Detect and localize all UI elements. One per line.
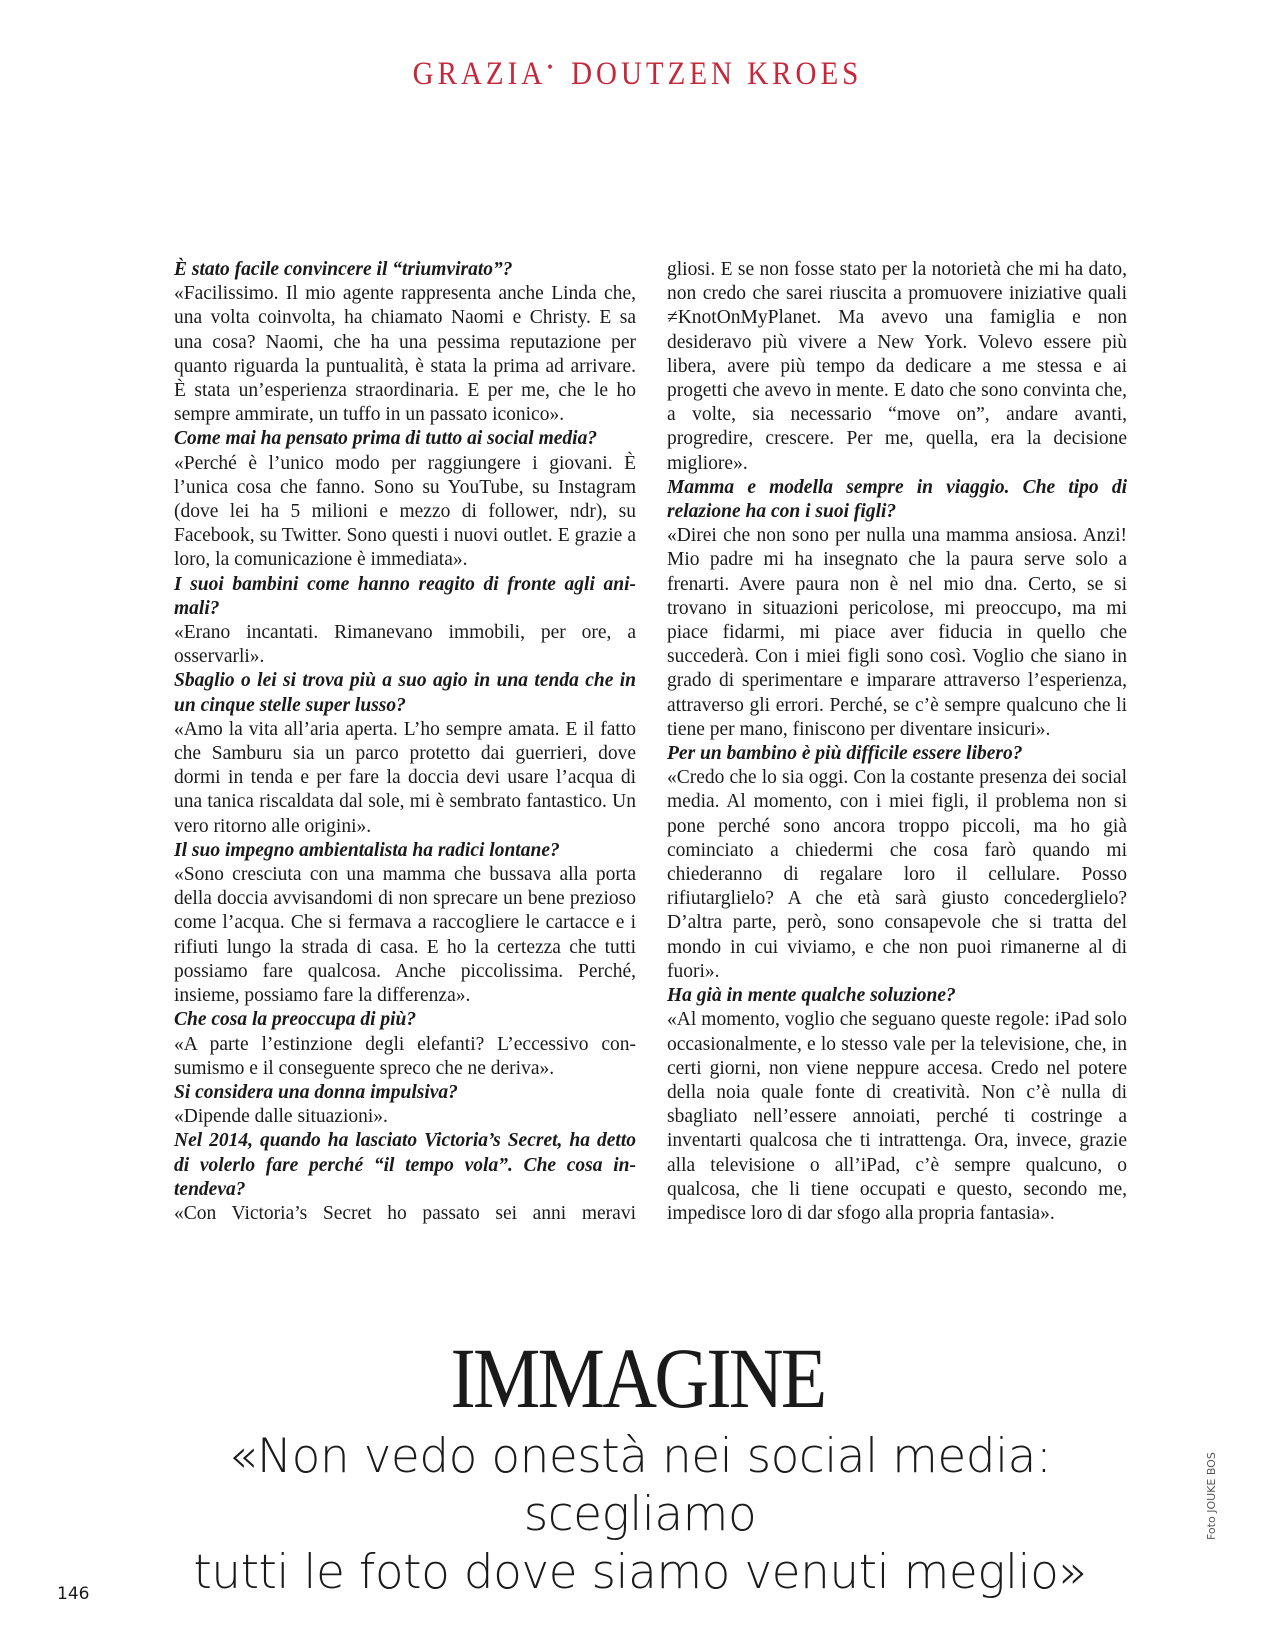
answer: «Al momento, voglio che seguano queste regole: iPad solo occasionalmente, e lo stesso vale per la televisione, che, in certi giorni, non viene neppure accesa. Credo nel potere della noia quale fonte di creatività. Non c’è nulla di sbagliato nell’essere annoiati, perché ti costringe a inventarti qualcosa che ti intrattenga. Ora, invece, grazie alla televisione o all’iPad, c’è sempre qualcuno, o qualcosa, che li tiene occupati e questo, secondo me, impedisce loro di dar sfogo alla propria fantasia».: [667, 1009, 1127, 1224]
question: Nel 2014, quando ha lasciato Victoria’s Secret, ha detto di volerlo fare perché “il tempo vola”. Che cosa intendeva?: [174, 1130, 636, 1200]
answer: «Direi che non sono per nulla una mamma ansiosa. Anzi! Mio padre mi ha insegnato che la paura serve solo a frenarti. Avere paura non è nel mio dna. Certo, se si trovano in situazioni pericolose, mi preoccupo, ma mi piace fidarmi, mi piace aver fiducia in quello che succederà. Con i miei figli sono così. Voglio che siano in grado di sperimentare e imparare attraverso l’esperienza, attraverso gli errori. Perché, se c’è sempre qualcuno che li tiene per mano, finiscono per diventare insicuri».: [667, 525, 1127, 740]
answer: «Dipende dalle situazioni».: [174, 1106, 388, 1128]
pullquote-line-2: tutti le foto dove siamo venuti meglio»: [193, 1545, 1087, 1600]
answer: gliosi. E se non fosse stato per la notorietà che mi ha dato, non credo che sarei riuscita a promuovere iniziative quali ≠KnotOnMyPlanet. Ma avevo una famiglia e non desideravo più vivere a New York. Volevo essere più libera, avere più tempo da dedicare a me stessa e ai progetti che avevo in mente. E dato che sono convinta che, a volte, sia necessario “move on”, andare avanti, progredire, crescere. Per me, quella, era la decisione migliore».: [667, 259, 1127, 474]
answer: «A parte l’estinzione degli elefanti? L’eccessivo consumismo e il conseguente spreco che ne deriva».: [174, 1033, 636, 1079]
pullquote: [120, 1428, 1160, 1602]
photo-credit: Foto JOUKE BOS: [1205, 1452, 1218, 1540]
answer: «Sono cresciuta con una mamma che bussava alla porta della doccia avvisandomi di non sprecare un bene prezioso come l’acqua. Che si fermava a raccogliere le cartacce e i rifiuti lungo la strada di casa. E ho la certezza che tutti possiamo fare qualcosa. Anche piccolissima. Perché, insieme, possiamo fare la differenza».: [174, 864, 636, 1007]
answer: «Con Victoria’s Secret ho passato sei anni meravi: [174, 1202, 636, 1224]
question: Che cosa la preoccupa di più?: [174, 1009, 417, 1031]
right-column: [667, 258, 1127, 1226]
pullquote-line-1: «Non vedo onestà nei social media: scegliamo: [228, 1429, 1052, 1542]
question: Mamma e modella sempre in viaggio. Che tipo di relazione ha con i suoi figli?: [667, 476, 1127, 523]
question: Il suo impegno ambientalista ha radici lontane?: [174, 839, 560, 861]
question: Si considera una donna impulsiva?: [174, 1081, 458, 1103]
question: Come mai ha pensato prima di tutto ai social media?: [174, 428, 598, 450]
question: È stato facile convincere il “triumvirato”?: [174, 259, 513, 280]
magazine-name: GRAZIA: [412, 56, 547, 92]
question: Ha già in mente qualche soluzione?: [667, 985, 956, 1007]
left-column: [174, 258, 636, 1226]
answer: «Facilissimo. Il mio agente rappresenta anche Linda che, una volta coinvolta, ha chiamato Naomi e Christy. E sa una cosa? Naomi, che ha una pessima reputazione per quanto riguarda la puntualità, è stata la prima ad arrivare. È stata un’esperienza straordinaria. E per me, che le ho sempre ammirate, un tuffo in un passato iconico».: [174, 283, 636, 426]
article-subject: DOUTZEN KROES: [571, 56, 863, 92]
running-header: [0, 56, 1275, 93]
question: Sbaglio o lei si trova più a suo agio in una tenda che in un cinque stelle super lusso?: [174, 670, 636, 716]
question: I suoi bambini come hanno reagito di fronte agli animali?: [174, 573, 636, 619]
pullquote-title: IMMAGINE: [450, 1330, 825, 1426]
page-number: 146: [57, 1584, 90, 1604]
question: Per un bambino è più difficile essere libero?: [667, 743, 1023, 765]
header-dot: •: [547, 58, 557, 78]
answer: «Amo la vita all’aria aperta. L’ho sempre amata. E il fatto che Samburu sia un parco protetto dai guerrieri, dove dormi in tenda e per fare la doccia devi usare l’acqua di una tanica riscaldata dal sole, mi è sembrato fantastico. Un vero ritorno alle origini».: [174, 718, 636, 837]
answer: «Erano incantati. Rimanevano immobili, per ore, a osservarli».: [174, 622, 636, 668]
answer: «Perché è l’unico modo per raggiungere i giovani. È l’unica cosa che fanno. Sono su YouTube, su Instagram (dove lei ha 5 milioni e mezzo di follower, ndr), su Facebook, su Twitter. Sono questi i nuovi outlet. E grazie a loro, la comunicazione è immediata».: [174, 452, 636, 571]
answer: «Credo che lo sia oggi. Con la costante presenza dei social media. Al momento, con i miei figli, il problema non si pone perché sono ancora troppo piccoli, ma ho già cominciato a chiedermi che cosa farò quando mi chiederanno di regalare loro il cellulare. Posso rifiutarglielo? A che età sarà giusto concederglielo? D’altra parte, però, sono consapevole che si tratta del mondo in cui viviamo, e che non puoi rimanerne al di fuori».: [667, 767, 1127, 982]
